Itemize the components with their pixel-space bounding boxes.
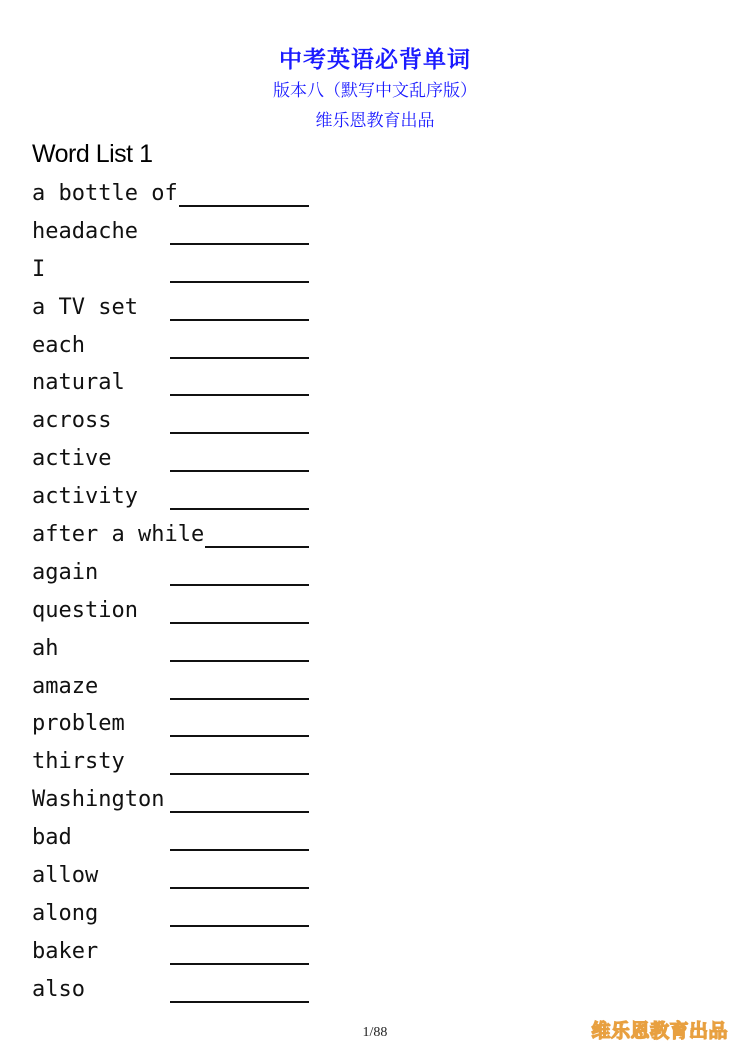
word-row (32, 403, 312, 441)
publisher-watermark: 维乐恩教育出品 (591, 1020, 728, 1042)
answer-blank (170, 357, 309, 359)
word-text: a TV set (32, 293, 139, 323)
word-text: active (32, 444, 112, 474)
answer-blank (170, 432, 309, 434)
word-text: again (32, 558, 99, 588)
word-row (32, 252, 312, 290)
word-text: question (32, 596, 139, 626)
word-row (32, 290, 312, 328)
word-text: each (32, 331, 86, 361)
answer-blank (170, 243, 309, 245)
word-row (32, 441, 312, 479)
word-text: activity (32, 482, 139, 512)
word-text: problem (32, 709, 126, 739)
answer-blank (170, 925, 309, 927)
answer-blank (170, 584, 309, 586)
word-row (32, 176, 312, 214)
word-list-heading: Word List 1 (32, 140, 153, 168)
word-text: thirsty (32, 747, 126, 777)
page-number: 1/88 (362, 1025, 388, 1040)
word-row (32, 934, 312, 972)
word-row (32, 744, 312, 782)
word-row (32, 555, 312, 593)
answer-blank (170, 319, 309, 321)
word-row (32, 820, 312, 858)
answer-blank (170, 698, 309, 700)
word-row (32, 517, 312, 555)
word-text: bad (32, 823, 73, 853)
word-row (32, 593, 312, 631)
word-row (32, 479, 312, 517)
word-text: I (32, 255, 46, 285)
document-title: 中考英语必背单词 (279, 47, 471, 73)
word-text: Washington (32, 785, 165, 815)
word-row (32, 328, 312, 366)
answer-blank (170, 735, 309, 737)
answer-blank (170, 849, 309, 851)
word-row (32, 214, 312, 252)
publisher-line: 维乐恩教育出品 (315, 111, 435, 131)
answer-blank (170, 622, 309, 624)
word-text: amaze (32, 672, 99, 702)
word-row (32, 896, 312, 934)
document-subtitle: 版本八（默写中文乱序版） (273, 81, 477, 101)
word-text: allow (32, 861, 99, 891)
answer-blank (170, 811, 309, 813)
word-text: headache (32, 217, 139, 247)
document-header (0, 44, 750, 136)
word-text: baker (32, 937, 99, 967)
word-text: after a while (32, 520, 205, 550)
word-row (32, 631, 312, 669)
word-text: natural (32, 368, 126, 398)
answer-blank (170, 394, 309, 396)
word-row (32, 972, 312, 1010)
word-row (32, 669, 312, 707)
word-text: a bottle of (32, 179, 179, 209)
answer-blank (170, 205, 309, 207)
word-text: ah (32, 634, 60, 664)
word-row (32, 706, 312, 744)
answer-blank (170, 281, 309, 283)
word-row (32, 365, 312, 403)
answer-blank (170, 660, 309, 662)
word-list (32, 176, 312, 1010)
answer-blank (170, 773, 309, 775)
answer-blank (170, 508, 309, 510)
word-text: across (32, 406, 112, 436)
word-row (32, 782, 312, 820)
answer-blank (170, 887, 309, 889)
answer-blank (170, 1001, 309, 1003)
answer-blank (170, 963, 309, 965)
word-text: also (32, 975, 86, 1005)
answer-blank (170, 470, 309, 472)
word-text: along (32, 899, 99, 929)
word-row (32, 858, 312, 896)
